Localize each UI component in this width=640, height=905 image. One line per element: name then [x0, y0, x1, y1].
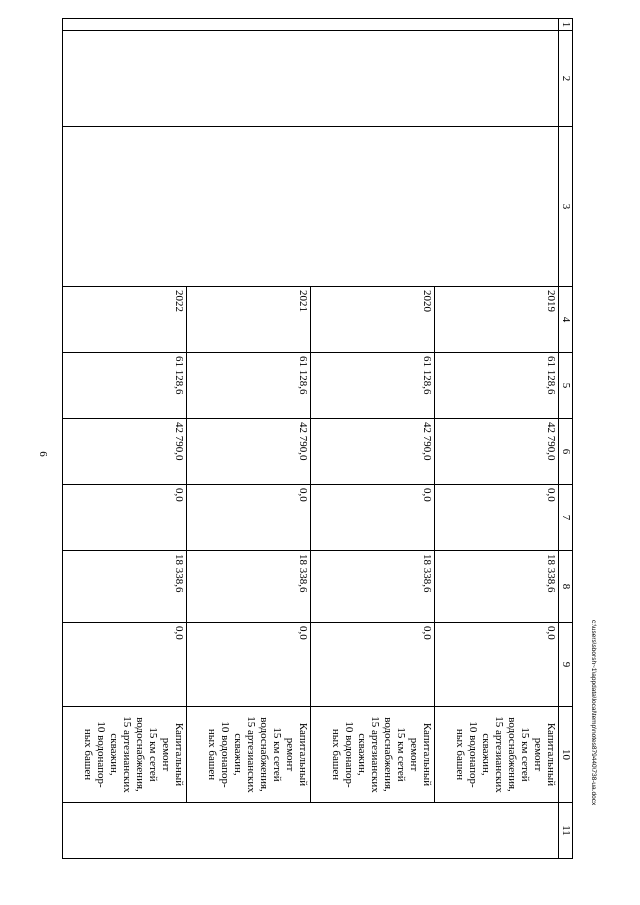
description-line: Капитальный: [421, 722, 433, 787]
cell-col5: 61 128,6: [63, 353, 187, 419]
description-line: Капитальный: [545, 722, 557, 787]
description-line: ремонт: [284, 737, 296, 772]
description-line: водоснабжения,: [382, 717, 394, 792]
description-line: 15 км сетей: [395, 727, 407, 782]
page-number: 6: [36, 451, 49, 457]
column-header: 6: [559, 419, 573, 485]
cell-col3: [63, 127, 559, 287]
cell-col9: 0,0: [187, 623, 311, 707]
column-header: 5: [559, 353, 573, 419]
description-line: 10 водонапор-: [95, 721, 107, 788]
cell-col9: 0,0: [311, 623, 435, 707]
cell-description: [435, 707, 559, 803]
description-line: 15 км сетей: [271, 727, 283, 782]
cell-year: 2020: [311, 287, 435, 353]
column-header: 2: [559, 31, 573, 127]
header-row: [559, 19, 573, 859]
cell-col8: 18 338,6: [187, 551, 311, 623]
cell-description: [63, 707, 187, 803]
description-line: Капитальный: [297, 722, 309, 787]
column-header: 1: [559, 19, 573, 31]
description-line: водоснабжения,: [258, 717, 270, 792]
cell-col2: [63, 31, 559, 127]
cell-col8: 18 338,6: [63, 551, 187, 623]
description-line: ных башен: [206, 728, 218, 781]
description-line: Капитальный: [173, 722, 185, 787]
cell-col7: 0,0: [63, 485, 187, 551]
description-line: 10 водонапор-: [343, 721, 355, 788]
cell-col8: 18 338,6: [435, 551, 559, 623]
cell-col11: [63, 803, 559, 859]
description-line: ремонт: [532, 737, 544, 772]
description-line: 15 артезианских: [121, 716, 133, 793]
cell-col6: 42 790,0: [187, 419, 311, 485]
description-line: ремонт: [408, 737, 420, 772]
cell-col1: [63, 19, 559, 31]
description-line: водоснабжения,: [134, 717, 146, 792]
column-header: 9: [559, 623, 573, 707]
description-line: ремонт: [160, 737, 172, 772]
description-line: 15 км сетей: [147, 727, 159, 782]
table-row: [435, 19, 559, 859]
cell-description: [311, 707, 435, 803]
column-header: 8: [559, 551, 573, 623]
description-line: 15 артезианских: [245, 716, 257, 793]
description-line: 15 артезианских: [493, 716, 505, 793]
cell-col9: 0,0: [435, 623, 559, 707]
column-header: 3: [559, 127, 573, 287]
cell-col5: 61 128,6: [187, 353, 311, 419]
description-line: скважин,: [108, 733, 120, 776]
cell-description: [187, 707, 311, 803]
description-line: 15 км сетей: [519, 727, 531, 782]
column-header: 11: [559, 803, 573, 859]
description-line: ных башен: [454, 728, 466, 781]
column-header: 10: [559, 707, 573, 803]
description-line: ных башен: [82, 728, 94, 781]
cell-year: 2022: [63, 287, 187, 353]
description-line: скважин,: [480, 733, 492, 776]
description-line: скважин,: [356, 733, 368, 776]
description-line: водоснабжения,: [506, 717, 518, 792]
cell-col6: 42 790,0: [311, 419, 435, 485]
cell-col7: 0,0: [311, 485, 435, 551]
column-header: 4: [559, 287, 573, 353]
description-line: 15 артезианских: [369, 716, 381, 793]
cell-year: 2021: [187, 287, 311, 353]
table-body: [63, 19, 559, 859]
cell-col8: 18 338,6: [311, 551, 435, 623]
cell-col9: 0,0: [63, 623, 187, 707]
cell-col7: 0,0: [435, 485, 559, 551]
description-line: ных башен: [330, 728, 342, 781]
data-table: [62, 18, 573, 859]
description-line: 10 водонапор-: [467, 721, 479, 788]
file-path: c:\users\sborsh~1\appdata\local\temp\notes879440\738-ua.docx: [590, 620, 597, 806]
description-line: 10 водонапор-: [219, 721, 231, 788]
cell-year: 2019: [435, 287, 559, 353]
cell-col5: 61 128,6: [435, 353, 559, 419]
cell-col7: 0,0: [187, 485, 311, 551]
cell-col5: 61 128,6: [311, 353, 435, 419]
cell-col6: 42 790,0: [63, 419, 187, 485]
cell-col6: 42 790,0: [435, 419, 559, 485]
description-line: скважин,: [232, 733, 244, 776]
column-header: 7: [559, 485, 573, 551]
